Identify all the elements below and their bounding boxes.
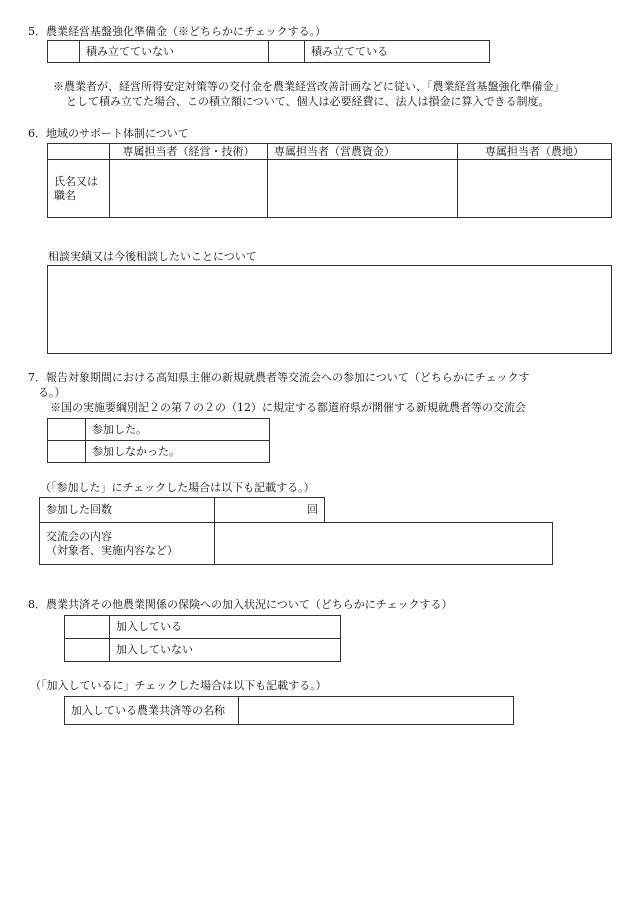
row-label-line1: 氏名又は [54, 174, 98, 188]
section7-heading-line2: る。） [38, 386, 66, 399]
section6-heading: 6．地域のサポート体制について [28, 127, 189, 140]
option-not-participated: 参加しなかった。 [86, 441, 270, 463]
option-not-reserved: 積み立てていない [80, 41, 269, 63]
consult-textbox[interactable] [47, 265, 612, 354]
funding-staff-input[interactable] [268, 160, 458, 218]
exchange-content-table [39, 522, 553, 565]
participation-followup: （「参加した」にチェックした場合は以下も記載する。） [40, 481, 315, 494]
checkbox-not-enrolled[interactable] [65, 639, 110, 662]
consult-label: 相談実績又は今後相談したいことについて [48, 250, 257, 263]
insurance-name-table [64, 696, 514, 725]
checkbox-not-participated[interactable] [48, 441, 86, 463]
support-staff-table [47, 143, 612, 218]
reserve-checkbox-table [47, 40, 490, 63]
section7-heading-line1: 7．報告対象期間における高知県主催の新規就農者等交流会への参加について（どちらかにチェックす [28, 371, 530, 384]
content-input[interactable] [215, 523, 553, 565]
section5-heading: 5．農業経営基盤強化準備金（※どちらかにチェックする。） [28, 25, 327, 38]
content-label [40, 523, 215, 565]
option-reserved: 積み立てている [305, 41, 490, 63]
insurance-checkbox-table [64, 615, 341, 662]
row-label-name [48, 160, 110, 218]
checkbox-enrolled[interactable] [65, 616, 110, 639]
count-label: 参加した回数 [40, 498, 215, 523]
col-header-farmland: 専属担当者（農地） [458, 144, 612, 160]
count-input[interactable] [215, 498, 325, 523]
insurance-name-label: 加入している農業共済等の名称 [65, 697, 239, 725]
exchange-note: ※国の実施要綱別記２の第７の２の（12）に規定する都道府県が開催する新規就農者等の交流会 [50, 401, 526, 414]
col-header-funding: 専属担当者（営農資金） [268, 144, 458, 160]
option-participated: 参加した。 [86, 419, 270, 441]
option-enrolled: 加入している [110, 616, 341, 639]
checkbox-reserved[interactable] [269, 41, 305, 63]
col-header-management: 専属担当者（経営・技術） [110, 144, 268, 160]
reserve-note-line2: として積み立てた場合、この積立額について、個人は必要経費に、法人は損金に算入できる制度。 [66, 95, 550, 108]
insurance-name-input[interactable] [239, 697, 514, 725]
option-not-enrolled: 加入していない [110, 639, 341, 662]
reserve-note-line1: ※農業者が、経営所得安定対策等の交付金を農業経営改善計画などに従い、「農業経営基盤強化準備金」 [53, 80, 565, 93]
content-label-line2: （対象者、実施内容など） [46, 543, 178, 557]
participation-count-table [39, 497, 325, 523]
management-staff-input[interactable] [110, 160, 268, 218]
farmland-staff-input[interactable] [458, 160, 612, 218]
content-label-line1: 交流会の内容 [46, 529, 112, 543]
row-label-line2: 職名 [54, 188, 76, 202]
insurance-followup: （「加入しているに」チェックした場合は以下も記載する。） [30, 679, 327, 692]
checkbox-not-reserved[interactable] [48, 41, 80, 63]
participation-checkbox-table [47, 418, 270, 463]
count-unit: 回 [307, 503, 318, 516]
checkbox-participated[interactable] [48, 419, 86, 441]
section8-heading: 8．農業共済その他農業関係の保険への加入状況について（どちらかにチェックする） [28, 598, 453, 611]
support-corner-cell [48, 144, 110, 160]
